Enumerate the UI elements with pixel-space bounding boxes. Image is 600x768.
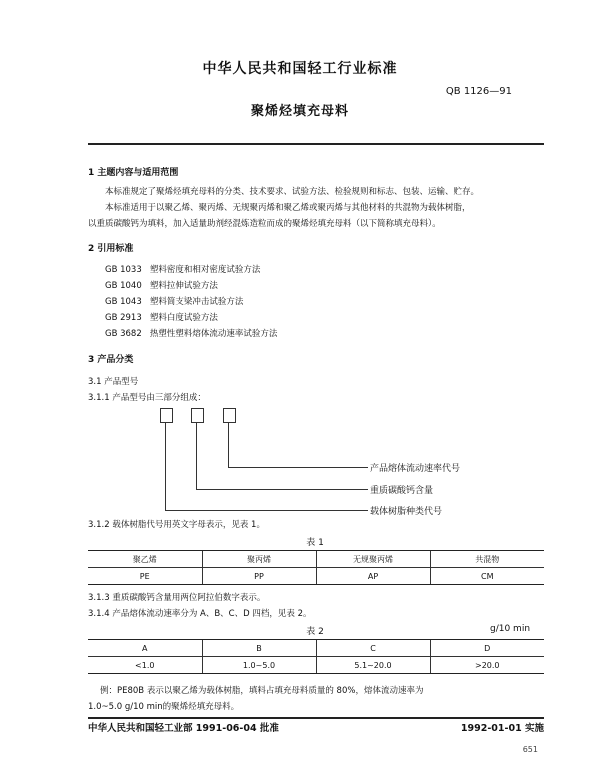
reference-name: 塑料密度和相对密度试验方法	[149, 265, 261, 275]
document-title: 聚烯烃填充母料	[250, 104, 349, 119]
code-box-flow-rate	[223, 408, 236, 423]
table-cell: 5.1~20.0	[316, 657, 430, 674]
section-1-para-1: 本标准规定了聚烯烃填充母料的分类、技术要求、试验方法、检验规则和标志、包装、运输、贮存。	[105, 187, 480, 197]
table-1-caption: 表 1	[306, 538, 324, 548]
subsection-3-1-4: 3.1.4 产品熔体流动速率分为 A、B、C、D 四档，见表 2。	[88, 609, 312, 619]
subsection-3-1-2: 3.1.2 载体树脂代号用英文字母表示，见表 1。	[88, 520, 265, 530]
table-2	[88, 639, 544, 674]
section-1-para-2a: 本标准适用于以聚乙烯、聚丙烯、无规聚丙烯和聚乙烯或聚丙烯与其他材料的共混物为载体树脂，	[105, 203, 471, 213]
table-header-cell: 共混物	[430, 551, 544, 568]
header-divider	[88, 143, 544, 145]
table-cell: PE	[88, 568, 202, 585]
table-header-cell: D	[430, 640, 544, 657]
approval-line: 中华人民共和国轻工业部 1991-06-04 批准	[88, 723, 279, 734]
standard-code: QB 1126—91	[445, 86, 512, 97]
table-row	[88, 568, 544, 585]
section-3-heading: 3 产品分类	[88, 355, 134, 365]
subsection-3-1-3: 3.1.3 重质碳酸钙含量用两位阿拉伯数字表示。	[88, 593, 266, 603]
leader-line	[228, 467, 368, 468]
table-header-cell: A	[88, 640, 202, 657]
table-2-unit: g/10 min	[490, 624, 531, 634]
leader-line	[165, 423, 166, 510]
section-1-heading: 1 主题内容与适用范围	[88, 168, 179, 178]
footer-divider	[88, 717, 544, 719]
table-header-row	[88, 551, 544, 568]
leader-line	[196, 489, 368, 490]
table-cell: PP	[202, 568, 316, 585]
section-1-para-2b: 以重质碳酸钙为填料，加入适量助剂经混炼造粒而成的聚烯烃填充母料（以下简称填充母料）。	[88, 219, 441, 229]
table-header-cell: B	[202, 640, 316, 657]
reference-item	[105, 294, 243, 310]
example-line-2: 1.0~5.0 g/10 min的聚烯烃填充母料。	[88, 702, 240, 712]
table-row	[88, 657, 544, 674]
table-cell: AP	[316, 568, 430, 585]
reference-item	[105, 310, 218, 326]
table-header-cell: C	[316, 640, 430, 657]
diagram-label-filler: 重质碳酸钙含量	[370, 486, 434, 496]
reference-code: GB 1040	[105, 281, 142, 291]
subsection-3-1-1: 3.1.1 产品型号由三部分组成：	[88, 393, 206, 403]
leader-line	[196, 423, 197, 489]
table-header-row	[88, 640, 544, 657]
table-2-caption: 表 2	[306, 627, 324, 637]
diagram-label-flow-rate: 产品熔体流动速率代号	[370, 464, 461, 474]
table-cell: CM	[430, 568, 544, 585]
table-1	[88, 550, 544, 585]
table-header-cell: 聚丙烯	[202, 551, 316, 568]
reference-item	[105, 262, 260, 278]
leader-line	[165, 510, 368, 511]
reference-item	[105, 278, 218, 294]
reference-item	[105, 326, 277, 342]
table-cell: <1.0	[88, 657, 202, 674]
table-cell: 1.0~5.0	[202, 657, 316, 674]
reference-code: GB 1043	[105, 297, 142, 307]
reference-code: GB 1033	[105, 265, 142, 275]
section-2-heading: 2 引用标准	[88, 244, 134, 254]
subsection-3-1: 3.1 产品型号	[88, 377, 139, 387]
page-number: 651	[522, 745, 538, 754]
table-header-cell: 无规聚丙烯	[316, 551, 430, 568]
effective-date: 1992-01-01 实施	[460, 723, 544, 734]
leader-line	[228, 423, 229, 467]
example-line-1: 例：PE80B 表示以聚乙烯为载体树脂，填料占填充母料质量的 80%，熔体流动速率为	[100, 686, 424, 696]
code-box-resin	[160, 408, 173, 423]
table-header-cell: 聚乙烯	[88, 551, 202, 568]
code-box-filler	[191, 408, 204, 423]
reference-name: 塑料拉伸试验方法	[149, 281, 218, 291]
reference-name: 塑料简支梁冲击试验方法	[149, 297, 244, 307]
reference-name: 塑料白度试验方法	[149, 313, 218, 323]
reference-code: GB 2913	[105, 313, 142, 323]
table-cell: >20.0	[430, 657, 544, 674]
diagram-label-resin: 载体树脂种类代号	[370, 507, 443, 517]
org-title: 中华人民共和国轻工行业标准	[202, 61, 398, 77]
reference-name: 热塑性塑料熔体流动速率试验方法	[149, 329, 278, 339]
reference-code: GB 3682	[105, 329, 142, 339]
